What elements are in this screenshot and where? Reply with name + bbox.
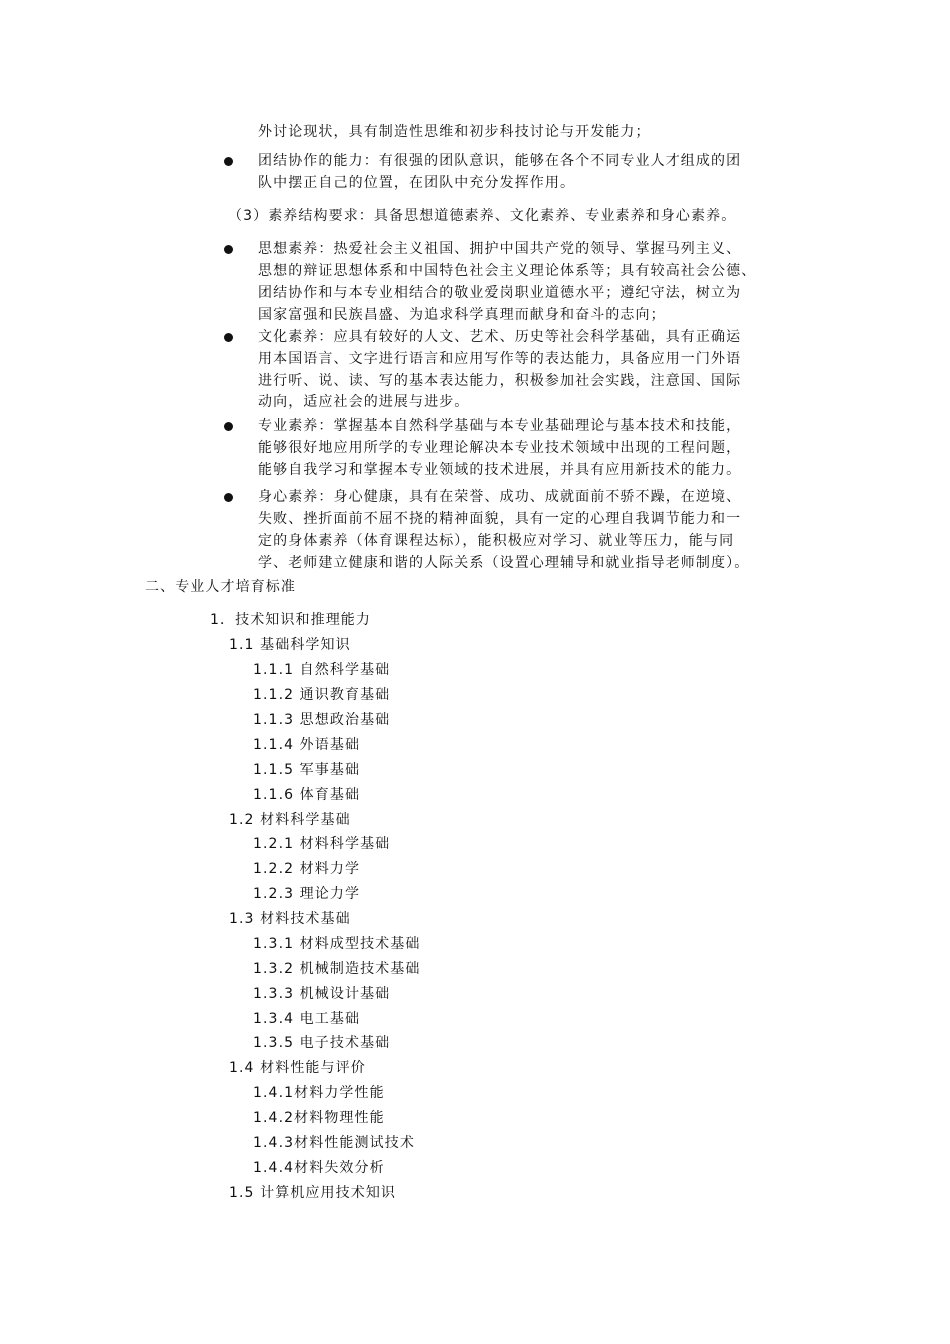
quality-4-line-4: 学、老师建立健康和谐的人际关系（设置心理辅导和就业指导老师制度）。 [258, 555, 750, 571]
bullet-dot-icon [224, 157, 233, 166]
outline-item-1-4-4: 1.4.4材料失效分析 [253, 1160, 385, 1176]
outline-item-1-4: 1.4 材料性能与评价 [229, 1060, 366, 1076]
outline-item-1-1-4: 1.1.4 外语基础 [253, 737, 361, 753]
outline-title: 1．技术知识和推理能力 [210, 612, 372, 628]
quality-1-line-2: 思想的辩证思想体系和中国特色社会主义理论体系等；具有较高社会公德、 [258, 263, 757, 279]
quality-2-line-2: 用本国语言、文字进行语言和应用写作等的表达能力，具备应用一门外语 [258, 351, 742, 367]
bullet-dot-icon [224, 245, 233, 254]
quality-1-line-3: 团结协作和与本专业相结合的敬业爱岗职业道德水平；遵纪守法，树立为 [258, 285, 742, 301]
outline-item-1-2: 1.2 材料科学基础 [229, 812, 351, 828]
outline-item-1-4-2: 1.4.2材料物理性能 [253, 1110, 385, 1126]
outline-item-1-5: 1.5 计算机应用技术知识 [229, 1185, 397, 1201]
teamwork-line-1: 团结协作的能力：有很强的团队意识，能够在各个不同专业人才组成的团 [258, 153, 742, 169]
quality-3-line-1: 专业素养：掌握基本自然科学基础与本专业基础理论与基本技术和技能， [258, 418, 742, 434]
outline-item-1-2-2: 1.2.2 材料力学 [253, 861, 361, 877]
outline-item-1-1-3: 1.1.3 思想政治基础 [253, 712, 391, 728]
bullet-dot-icon [224, 333, 233, 342]
outline-item-1-3-2: 1.3.2 机械制造技术基础 [253, 961, 421, 977]
outline-item-1-1-5: 1.1.5 军事基础 [253, 762, 361, 778]
outline-item-1-1-6: 1.1.6 体育基础 [253, 787, 361, 803]
teamwork-line-2: 队中摆正自己的位置，在团队中充分发挥作用。 [258, 175, 576, 191]
outline-item-1-3-3: 1.3.3 机械设计基础 [253, 986, 391, 1002]
quality-2-line-1: 文化素养：应具有较好的人文、艺术、历史等社会科学基础，具有正确运 [258, 329, 742, 345]
outline-item-1-4-1: 1.4.1材料力学性能 [253, 1085, 385, 1101]
quality-2-line-3: 进行听、说、读、写的基本表达能力，积极参加社会实践，注意国、国际 [258, 373, 742, 389]
outline-item-1-2-1: 1.2.1 材料科学基础 [253, 836, 391, 852]
quality-1-line-1: 思想素养：热爱社会主义祖国、拥护中国共产党的领导、掌握马列主义、 [258, 241, 742, 257]
quality-4-line-1: 身心素养：身心健康，具有在荣誉、成功、成就面前不骄不躁，在逆境、 [258, 489, 742, 505]
quality-3-line-2: 能够很好地应用所学的专业理论解决本专业技术领域中出现的工程问题， [258, 440, 742, 456]
outline-item-1-2-3: 1.2.3 理论力学 [253, 886, 361, 902]
bullet-dot-icon [224, 422, 233, 431]
outline-item-1-1: 1.1 基础科学知识 [229, 637, 351, 653]
outline-item-1-1-2: 1.1.2 通识教育基础 [253, 687, 391, 703]
outline-item-1-3-4: 1.3.4 电工基础 [253, 1011, 361, 1027]
outline-item-1-3-1: 1.3.1 材料成型技术基础 [253, 936, 421, 952]
continuation-line: 外讨论现状，具有制造性思维和初步科技讨论与开发能力； [258, 124, 651, 140]
outline-item-1-3: 1.3 材料技术基础 [229, 911, 351, 927]
bullet-dot-icon [224, 493, 233, 502]
outline-item-1-1-1: 1.1.1 自然科学基础 [253, 662, 391, 678]
quality-2-line-4: 动向，适应社会的进展与进步。 [258, 394, 470, 410]
quality-1-line-4: 国家富强和民族昌盛、为追求科学真理而献身和奋斗的志向； [258, 307, 666, 323]
section3-heading: （3）素养结构要求：具备思想道德素养、文化素养、专业素养和身心素养。 [228, 208, 737, 224]
outline-item-1-3-5: 1.3.5 电子技术基础 [253, 1035, 391, 1051]
quality-4-line-3: 定的身体素养（体育课程达标），能积极应对学习、就业等压力，能与同 [258, 533, 735, 549]
outline-item-1-4-3: 1.4.3材料性能测试技术 [253, 1135, 415, 1151]
quality-3-line-3: 能够自我学习和掌握本专业领域的技术进展，并具有应用新技术的能力。 [258, 462, 742, 478]
quality-4-line-2: 失败、挫折面前不屈不挠的精神面貌，具有一定的心理自我调节能力和一 [258, 511, 742, 527]
section2-heading: 二、专业人才培育标准 [145, 579, 296, 595]
